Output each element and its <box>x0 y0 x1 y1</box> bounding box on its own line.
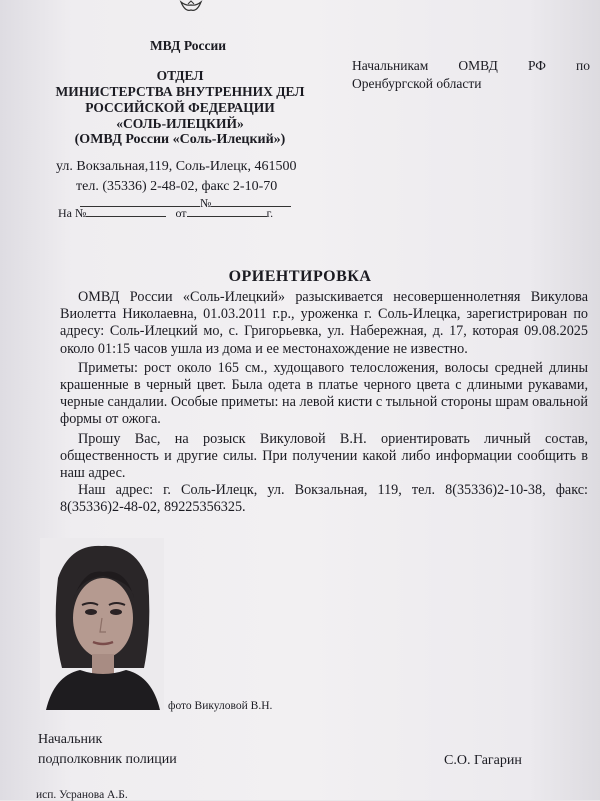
from-label: от <box>175 206 187 220</box>
document-title: ОРИЕНТИРОВКА <box>228 268 372 285</box>
recipient-word: по <box>575 58 590 73</box>
executor-note: исп. Усранова А.Б. <box>36 789 128 801</box>
sender-phone: тел. (35336) 2-48-02, факс 2-10-70 <box>76 179 278 194</box>
paragraph-contact: Наш адрес: г. Соль-Илецк, ул. Вокзальная, 119, тел. 8(35336)2-10-38, факс: 8(35336)2-48-02, 89225356325. <box>60 482 588 516</box>
year-suffix: г. <box>266 206 274 220</box>
recipient-word: РФ <box>527 58 546 73</box>
paragraph-request: Прошу Вас, на розыск Викуловой В.Н. ориентировать личный состав, общественность и другие силы. При получении какой либо информации сообщить в наш адрес. <box>60 430 588 482</box>
recipient-block <box>352 57 590 93</box>
dept-line: МИНИСТЕРСТВА ВНУТРЕННИХ ДЕЛ <box>55 84 305 99</box>
paragraph-description: Приметы: рост около 165 см., худощавого телосложения, волосы средней длины крашенные в черный цвет. Была одета в платье черного цвета с длиными рукавами, черные сандалии. Особые приметы: на левой кисти с тыльной стороны шрам овальной формы от ожога. <box>60 359 588 428</box>
missing-person-photo <box>40 538 164 710</box>
number-label: № <box>200 196 212 210</box>
eagle-emblem-icon <box>178 0 204 14</box>
ministry-short: МВД России <box>149 38 227 53</box>
sender-address: ул. Вокзальная,119, Соль-Илецк, 461500 <box>56 159 297 174</box>
signatory-position <box>38 730 177 770</box>
on-number-label: На № <box>58 206 87 220</box>
dept-line: (ОМВД России «Соль-Илецкий») <box>74 132 286 147</box>
dept-line: «СОЛЬ-ИЛЕЦКИЙ» <box>116 116 244 131</box>
recipient-word: Начальникам <box>352 58 429 73</box>
position-rank: подполковник полиции <box>38 752 177 767</box>
position-title: Начальник <box>38 732 103 747</box>
department-block <box>50 68 310 148</box>
photo-caption: фото Викуловой В.Н. <box>168 700 273 712</box>
recipient-word: ОМВД <box>458 58 498 73</box>
paragraph-search-notice: ОМВД России «Соль-Илецкий» разыскивается несовершеннолетняя Викулова Виолетта Николаевна, 01.03.2011 г.р., уроженка г. Соль-Илецка, зарегистрирован по адресу: Соль-Илецкий мо, с. Григорьевка, ул. Набережная, д. 17, которая 09.08.2025 около 01:15 часов ушла из дома и ее местонахождение не известно. <box>60 289 588 357</box>
body-text <box>60 289 588 517</box>
dept-line: ОТДЕЛ <box>156 68 204 83</box>
dept-line: РОССИЙСКОЙ ФЕДЕРАЦИИ <box>85 100 275 115</box>
portrait-image <box>40 538 164 710</box>
signatory-name: С.О. Гагарин <box>444 753 522 768</box>
reference-number-line <box>58 204 273 222</box>
recipient-region: Оренбургской области <box>352 76 482 91</box>
